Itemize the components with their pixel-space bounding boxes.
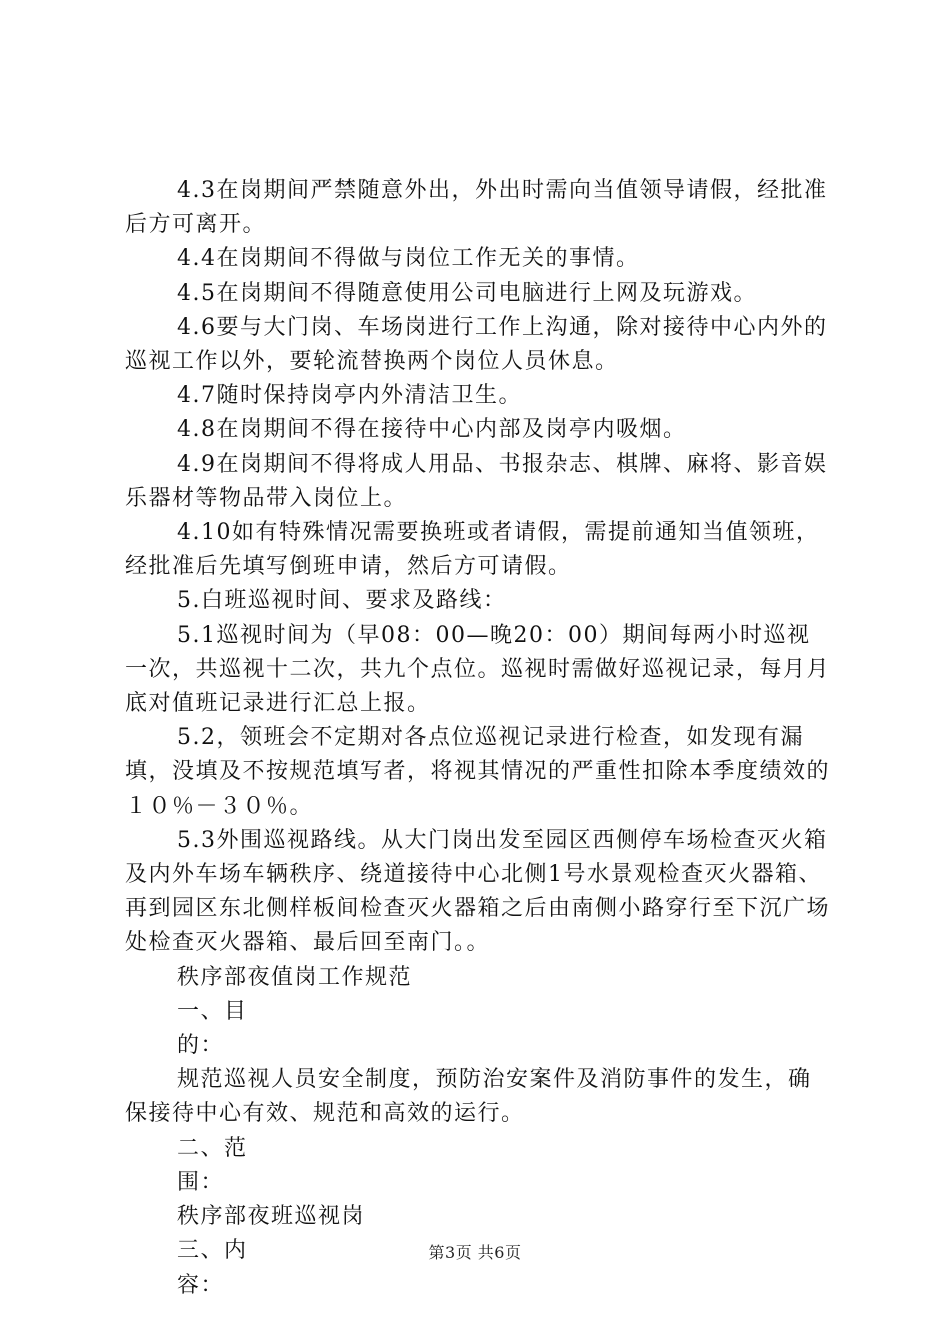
- section-heading-5: 5.白班巡视时间、要求及路线：: [177, 588, 507, 614]
- purpose-text: 规范巡视人员安全制度，预防治安案件及消防事件的发生，确保接待中心有效、规范和高效的运行。: [125, 1067, 812, 1127]
- paragraph-4-5: 4.5在岗期间不得随意使用公司电脑进行上网及玩游戏。: [177, 280, 757, 306]
- page-footer: 第3页 共6页: [428, 1243, 522, 1262]
- document-body: [125, 174, 830, 1303]
- paragraph-4-10: 4.10如有特殊情况需要换班或者请假，需提前通知当值领班，经批准后先填写倒班申请，然后方可请假。: [125, 520, 820, 580]
- heading-content-part1: 三、内: [177, 1238, 248, 1264]
- heading-content-part2: 容：: [177, 1272, 225, 1298]
- document-title: 秩序部夜值岗工作规范: [177, 964, 413, 990]
- heading-scope-part2: 围：: [177, 1169, 225, 1195]
- heading-scope-part1: 二、范: [177, 1135, 248, 1161]
- paragraph-4-7: 4.7随时保持岗亭内外清洁卫生。: [177, 383, 522, 409]
- heading-purpose-part2: 的：: [177, 1033, 225, 1059]
- paragraph-5-3: 5.3外围巡视路线。从大门岗出发至园区西侧停车场检查灭火箱及内外车场车辆秩序、绕道接待中心北侧1号水景观检查灭火器箱、再到园区东北侧样板间检查灭火器箱之后由南侧小路穿行至下沉广场处检查灭火器箱、最后回至南门。。: [125, 827, 831, 956]
- scope-text: 秩序部夜班巡视岗: [177, 1204, 366, 1230]
- heading-purpose-part1: 一、目: [177, 998, 248, 1024]
- paragraph-5-2: 5.2，领班会不定期对各点位巡视记录进行检查，如发现有漏填，没填及不按规范填写者，将视其情况的严重性扣除本季度绩效的１０％－３０％。: [125, 725, 831, 819]
- paragraph-4-8: 4.8在岗期间不得在接待中心内部及岗亭内吸烟。: [177, 417, 687, 443]
- paragraph-4-3: 4.3在岗期间严禁随意外出，外出时需向当值领导请假，经批准后方可离开。: [125, 178, 828, 238]
- paragraph-5-1: 5.1巡视时间为（早08：00—晚20：00）期间每两小时巡视一次，共巡视十二次，共九个点位。巡视时需做好巡视记录，每月月底对值班记录进行汇总上报。: [125, 622, 831, 717]
- paragraph-4-4: 4.4在岗期间不得做与岗位工作无关的事情。: [177, 246, 640, 272]
- paragraph-4-6: 4.6要与大门岗、车场岗进行工作上沟通，除对接待中心内外的巡视工作以外，要轮流替换两个岗位人员休息。: [125, 314, 828, 375]
- paragraph-4-9: 4.9在岗期间不得将成人用品、书报杂志、棋牌、麻将、影音娱乐器材等物品带入岗位上。: [125, 451, 828, 511]
